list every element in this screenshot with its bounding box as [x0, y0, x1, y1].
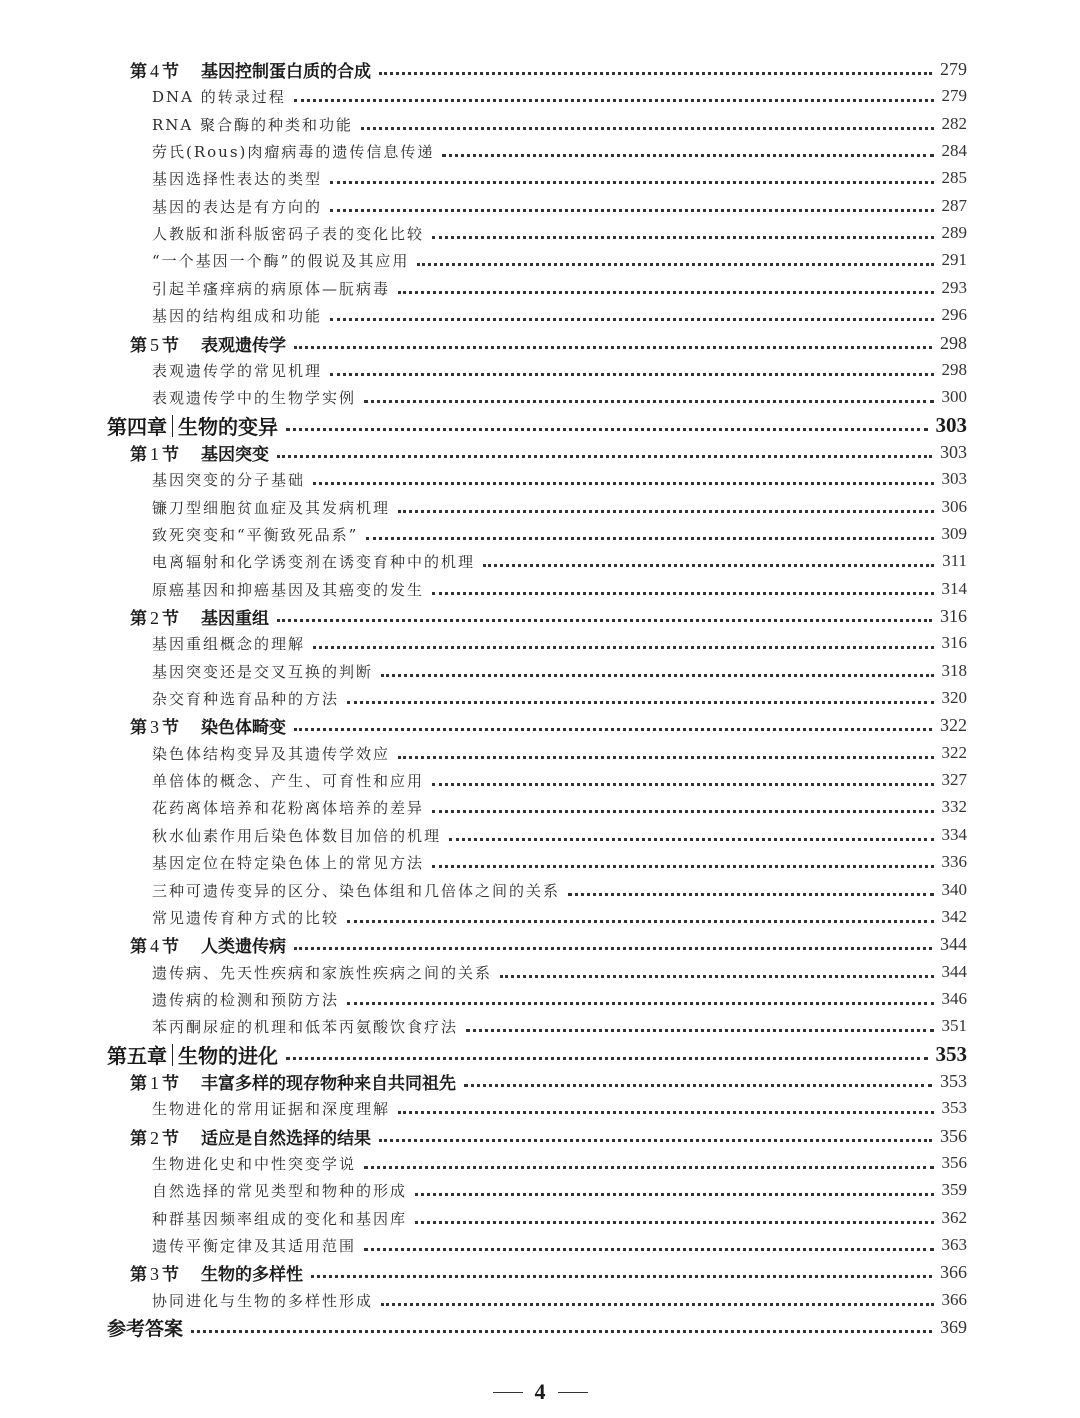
toc-item-row — [0, 684, 1080, 712]
dot-leader — [330, 209, 933, 212]
section-title: 生物的多样性 — [201, 1264, 303, 1285]
dot-leader — [381, 674, 933, 677]
section-number: 5 — [150, 334, 159, 355]
page-number-ref: 359 — [941, 1180, 967, 1199]
section-title: 染色体畸变 — [201, 717, 286, 738]
page-footer — [0, 1374, 1080, 1410]
item-title: 引起羊瘙痒病的病原体—朊病毒 — [152, 279, 391, 298]
section-title: 表观遗传学 — [201, 335, 286, 356]
toc-item-row — [0, 766, 1080, 794]
item-title: 致死突变和“平衡致死品系” — [152, 525, 359, 544]
page-number-ref: 279 — [940, 58, 967, 79]
dot-leader — [500, 975, 933, 978]
section-heading — [130, 331, 286, 356]
item-title: 电离辐射和化学诱变剂在诱变育种中的机理 — [152, 552, 476, 571]
toc-item-row — [0, 793, 1080, 821]
section-number: 4 — [150, 60, 159, 81]
dot-leader — [347, 920, 933, 923]
dot-leader — [483, 564, 934, 567]
item-title: 劳氏(Rous)肉瘤病毒的遗传信息传递 — [152, 142, 435, 161]
section-title: 适应是自然选择的结果 — [201, 1128, 371, 1149]
toc-item-row — [0, 629, 1080, 657]
dot-leader — [330, 373, 933, 376]
section-suffix: 节 — [162, 608, 179, 629]
dot-leader — [364, 1248, 933, 1251]
dot-leader — [277, 455, 932, 458]
item-title: 原癌基因和抑癌基因及其癌变的发生 — [152, 580, 425, 599]
page-number-ref: 334 — [941, 825, 967, 844]
section-number: 4 — [150, 935, 159, 956]
section-prefix: 第 — [130, 936, 147, 957]
toc-item-row — [0, 547, 1080, 575]
toc-item-row — [0, 520, 1080, 548]
section-prefix: 第 — [130, 1264, 147, 1285]
page-number-ref: 344 — [940, 933, 967, 954]
toc-section-row — [0, 1258, 1080, 1286]
page-number-ref: 291 — [941, 250, 967, 269]
dot-leader — [313, 482, 933, 485]
section-heading — [130, 713, 286, 738]
chapter-separator — [172, 415, 173, 437]
toc-item-row — [0, 848, 1080, 876]
dot-leader — [294, 947, 932, 950]
item-title: 生物进化史和中性突变学说 — [152, 1154, 357, 1173]
page-number-ref: 298 — [940, 332, 967, 353]
page-number-ref: 279 — [941, 86, 967, 105]
section-suffix: 节 — [162, 1264, 179, 1285]
item-title: 基因的表达是有方向的 — [152, 197, 323, 216]
page-number-ref: 303 — [941, 469, 967, 488]
toc-item-row — [0, 1149, 1080, 1177]
item-title: 基因突变的分子基础 — [152, 470, 306, 489]
toc-item-row — [0, 192, 1080, 220]
section-number: 1 — [150, 1072, 159, 1093]
dot-leader — [432, 865, 933, 868]
toc-item-row — [0, 1204, 1080, 1232]
dot-leader — [432, 592, 933, 595]
item-title: 三种可遗传变异的区分、染色体组和几倍体之间的关系 — [152, 881, 561, 900]
page-number-ref: 362 — [941, 1208, 967, 1227]
page-number-ref: 309 — [941, 524, 967, 543]
page-number-ref: 316 — [941, 633, 967, 652]
item-title: 秋水仙素作用后染色体数目加倍的机理 — [152, 826, 442, 845]
page-number-ref: 287 — [941, 196, 967, 215]
section-number: 2 — [150, 1127, 159, 1148]
dot-leader — [417, 263, 933, 266]
page-number-ref: 303 — [940, 441, 967, 462]
chapter-title: 生物的变异 — [178, 414, 278, 439]
dot-leader — [398, 510, 933, 513]
page-number-ref: 306 — [941, 497, 967, 516]
dot-leader — [381, 1303, 933, 1306]
section-suffix: 节 — [162, 61, 179, 82]
section-prefix: 第 — [130, 608, 147, 629]
item-title: 杂交育种选育品种的方法 — [152, 689, 340, 708]
toc-item-row — [0, 465, 1080, 493]
item-title: 人教版和浙科版密码子表的变化比较 — [152, 224, 425, 243]
section-suffix: 节 — [162, 936, 179, 957]
toc-section-row — [0, 329, 1080, 357]
page-number: 4 — [534, 1379, 546, 1404]
toc-item-row — [0, 274, 1080, 302]
item-title: 基因定位在特定染色体上的常见方法 — [152, 853, 425, 872]
toc-section-row — [0, 711, 1080, 739]
item-title: 苯丙酮尿症的机理和低苯丙氨酸饮食疗法 — [152, 1017, 459, 1036]
dot-leader — [330, 318, 933, 321]
page-number-ref: 353 — [941, 1098, 967, 1117]
page-number-ref: 322 — [941, 743, 967, 762]
dot-leader — [347, 701, 933, 704]
page-number-ref: 282 — [941, 114, 967, 133]
section-prefix: 第 — [130, 61, 147, 82]
toc-item-row — [0, 1094, 1080, 1122]
page-number-ref: 366 — [940, 1261, 967, 1282]
toc-item-row — [0, 137, 1080, 165]
page-number-ref: 298 — [941, 360, 967, 379]
dot-leader — [347, 1002, 933, 1005]
toc-item-row — [0, 821, 1080, 849]
chapter-separator — [172, 1044, 173, 1066]
item-title: 表观遗传学中的生物学实例 — [152, 388, 357, 407]
dot-leader — [568, 893, 933, 896]
chapter-number: 第五章 — [107, 1043, 167, 1068]
dot-leader — [398, 756, 933, 759]
toc-item-row — [0, 657, 1080, 685]
dot-leader — [294, 728, 932, 731]
dot-leader — [379, 72, 932, 75]
section-number: 1 — [150, 443, 159, 464]
toc-item-row — [0, 1231, 1080, 1259]
item-title: 协同进化与生物的多样性形成 — [152, 1291, 374, 1310]
dot-leader — [361, 127, 933, 130]
page-number-ref: 351 — [941, 1016, 967, 1035]
page-number-ref: 318 — [941, 661, 967, 680]
toc-section-row — [0, 55, 1080, 83]
dot-leader — [442, 154, 933, 157]
footer-dash-right — [558, 1392, 588, 1393]
page-number-ref: 293 — [941, 278, 967, 297]
toc-item-row — [0, 164, 1080, 192]
dot-leader — [364, 1166, 933, 1169]
section-title: 基因控制蛋白质的合成 — [201, 61, 371, 82]
dot-leader — [398, 291, 933, 294]
toc-section-row — [0, 1122, 1080, 1150]
dot-leader — [366, 537, 933, 540]
dot-leader — [449, 838, 933, 841]
toc-item-row — [0, 958, 1080, 986]
item-title: 生物进化的常用证据和深度理解 — [152, 1099, 391, 1118]
item-title: 基因突变还是交叉互换的判断 — [152, 662, 374, 681]
section-heading — [130, 1069, 456, 1094]
toc-item-row — [0, 1012, 1080, 1040]
dot-leader — [313, 646, 933, 649]
section-prefix: 第 — [130, 717, 147, 738]
page-number-ref: 363 — [941, 1235, 967, 1254]
section-title: 丰富多样的现存物种来自共同祖先 — [201, 1073, 456, 1094]
item-title: 遗传病、先天性疾病和家族性疾病之间的关系 — [152, 963, 493, 982]
dot-leader — [311, 1275, 932, 1278]
page-number-ref: 340 — [941, 880, 967, 899]
item-title: 种群基因频率组成的变化和基因库 — [152, 1209, 408, 1228]
item-title: “一个基因一个酶”的假说及其应用 — [152, 251, 410, 270]
page-number-ref: 353 — [940, 1070, 967, 1091]
item-title: 遗传病的检测和预防方法 — [152, 990, 340, 1009]
chapter-heading — [107, 1040, 278, 1069]
page-number-ref: 300 — [941, 387, 967, 406]
dot-leader — [191, 1330, 932, 1333]
section-suffix: 节 — [162, 444, 179, 465]
toc-item-row — [0, 575, 1080, 603]
toc-item-row — [0, 110, 1080, 138]
toc-item-row — [0, 985, 1080, 1013]
item-title: 常见遗传育种方式的比较 — [152, 908, 340, 927]
item-title: DNA 的转录过程 — [152, 87, 286, 106]
toc-item-row — [0, 876, 1080, 904]
page-number-ref: 336 — [941, 852, 967, 871]
toc-item-row — [0, 219, 1080, 247]
section-prefix: 第 — [130, 335, 147, 356]
page-number-ref: 314 — [941, 579, 967, 598]
dot-leader — [294, 99, 934, 102]
toc-item-row — [0, 82, 1080, 110]
toc-section-row — [0, 602, 1080, 630]
page-number-ref: 356 — [940, 1125, 967, 1146]
dot-leader — [415, 1193, 933, 1196]
dot-leader — [277, 619, 932, 622]
toc-item-row — [0, 1286, 1080, 1314]
item-title: 花药离体培养和花粉离体培养的差异 — [152, 798, 425, 817]
dot-leader — [432, 810, 933, 813]
page-number-ref: 332 — [941, 797, 967, 816]
section-number: 3 — [150, 716, 159, 737]
page-number-ref: 285 — [941, 168, 967, 187]
page-number-ref: 316 — [940, 605, 967, 626]
toc-answers-row — [0, 1313, 1080, 1341]
toc-chapter-row — [0, 411, 1080, 439]
item-title: 遗传平衡定律及其适用范围 — [152, 1236, 357, 1255]
section-heading — [130, 57, 371, 82]
section-suffix: 节 — [162, 717, 179, 738]
item-title: 自然选择的常见类型和物种的形成 — [152, 1181, 408, 1200]
chapter-heading — [107, 411, 278, 440]
chapter-title: 生物的进化 — [178, 1043, 278, 1068]
item-title: 镰刀型细胞贫血症及其发病机理 — [152, 498, 391, 517]
section-suffix: 节 — [162, 335, 179, 356]
page-number-ref: 303 — [935, 412, 967, 437]
answers-title: 参考答案 — [107, 1317, 184, 1340]
toc-item-row — [0, 301, 1080, 329]
page-number-ref: 296 — [941, 305, 967, 324]
section-heading — [130, 440, 269, 465]
page-number-ref: 311 — [942, 551, 967, 570]
item-title: 单倍体的概念、产生、可育性和应用 — [152, 771, 425, 790]
dot-leader — [432, 783, 933, 786]
section-heading — [130, 1260, 303, 1285]
item-title: RNA 聚合酶的种类和功能 — [152, 115, 354, 134]
toc-chapter-row — [0, 1040, 1080, 1068]
page-number-ref: 284 — [941, 141, 967, 160]
section-heading — [130, 932, 286, 957]
dot-leader — [464, 1084, 932, 1087]
toc-item-row — [0, 493, 1080, 521]
section-suffix: 节 — [162, 1073, 179, 1094]
dot-leader — [398, 1111, 933, 1114]
page-number-ref: 353 — [935, 1041, 967, 1066]
item-title: 基因重组概念的理解 — [152, 634, 306, 653]
toc-item-row — [0, 739, 1080, 767]
dot-leader — [286, 1057, 928, 1060]
page-number-ref: 327 — [941, 770, 967, 789]
page-number-ref: 356 — [941, 1153, 967, 1172]
toc-item-row — [0, 1176, 1080, 1204]
section-number: 2 — [150, 607, 159, 628]
dot-leader — [286, 428, 928, 431]
item-title: 表观遗传学的常见机理 — [152, 361, 323, 380]
dot-leader — [330, 181, 933, 184]
dot-leader — [432, 236, 933, 239]
dot-leader — [466, 1029, 933, 1032]
toc-section-row — [0, 930, 1080, 958]
toc-item-row — [0, 356, 1080, 384]
section-prefix: 第 — [130, 444, 147, 465]
section-heading — [130, 604, 269, 629]
toc-section-row — [0, 1067, 1080, 1095]
section-prefix: 第 — [130, 1073, 147, 1094]
section-title: 基因重组 — [201, 608, 269, 629]
page-number-ref: 344 — [941, 962, 967, 981]
section-number: 3 — [150, 1263, 159, 1284]
page-number-ref: 289 — [941, 223, 967, 242]
page-number-ref: 320 — [941, 688, 967, 707]
item-title: 基因选择性表达的类型 — [152, 169, 323, 188]
toc-item-row — [0, 903, 1080, 931]
section-title: 人类遗传病 — [201, 936, 286, 957]
page-number-ref: 366 — [941, 1290, 967, 1309]
page-number-ref: 342 — [941, 907, 967, 926]
page-number-ref: 369 — [940, 1316, 967, 1337]
item-title: 染色体结构变异及其遗传学效应 — [152, 744, 391, 763]
page-number-ref: 346 — [941, 989, 967, 1008]
dot-leader — [294, 346, 932, 349]
dot-leader — [415, 1221, 933, 1224]
section-prefix: 第 — [130, 1128, 147, 1149]
section-title: 基因突变 — [201, 444, 269, 465]
toc-item-row — [0, 246, 1080, 274]
toc-item-row — [0, 383, 1080, 411]
section-suffix: 节 — [162, 1128, 179, 1149]
footer-dash-left — [493, 1392, 523, 1393]
section-heading — [130, 1124, 371, 1149]
dot-leader — [364, 400, 933, 403]
page-number-ref: 322 — [940, 714, 967, 735]
chapter-number: 第四章 — [107, 414, 167, 439]
dot-leader — [379, 1139, 932, 1142]
toc-section-row — [0, 438, 1080, 466]
item-title: 基因的结构组成和功能 — [152, 306, 323, 325]
